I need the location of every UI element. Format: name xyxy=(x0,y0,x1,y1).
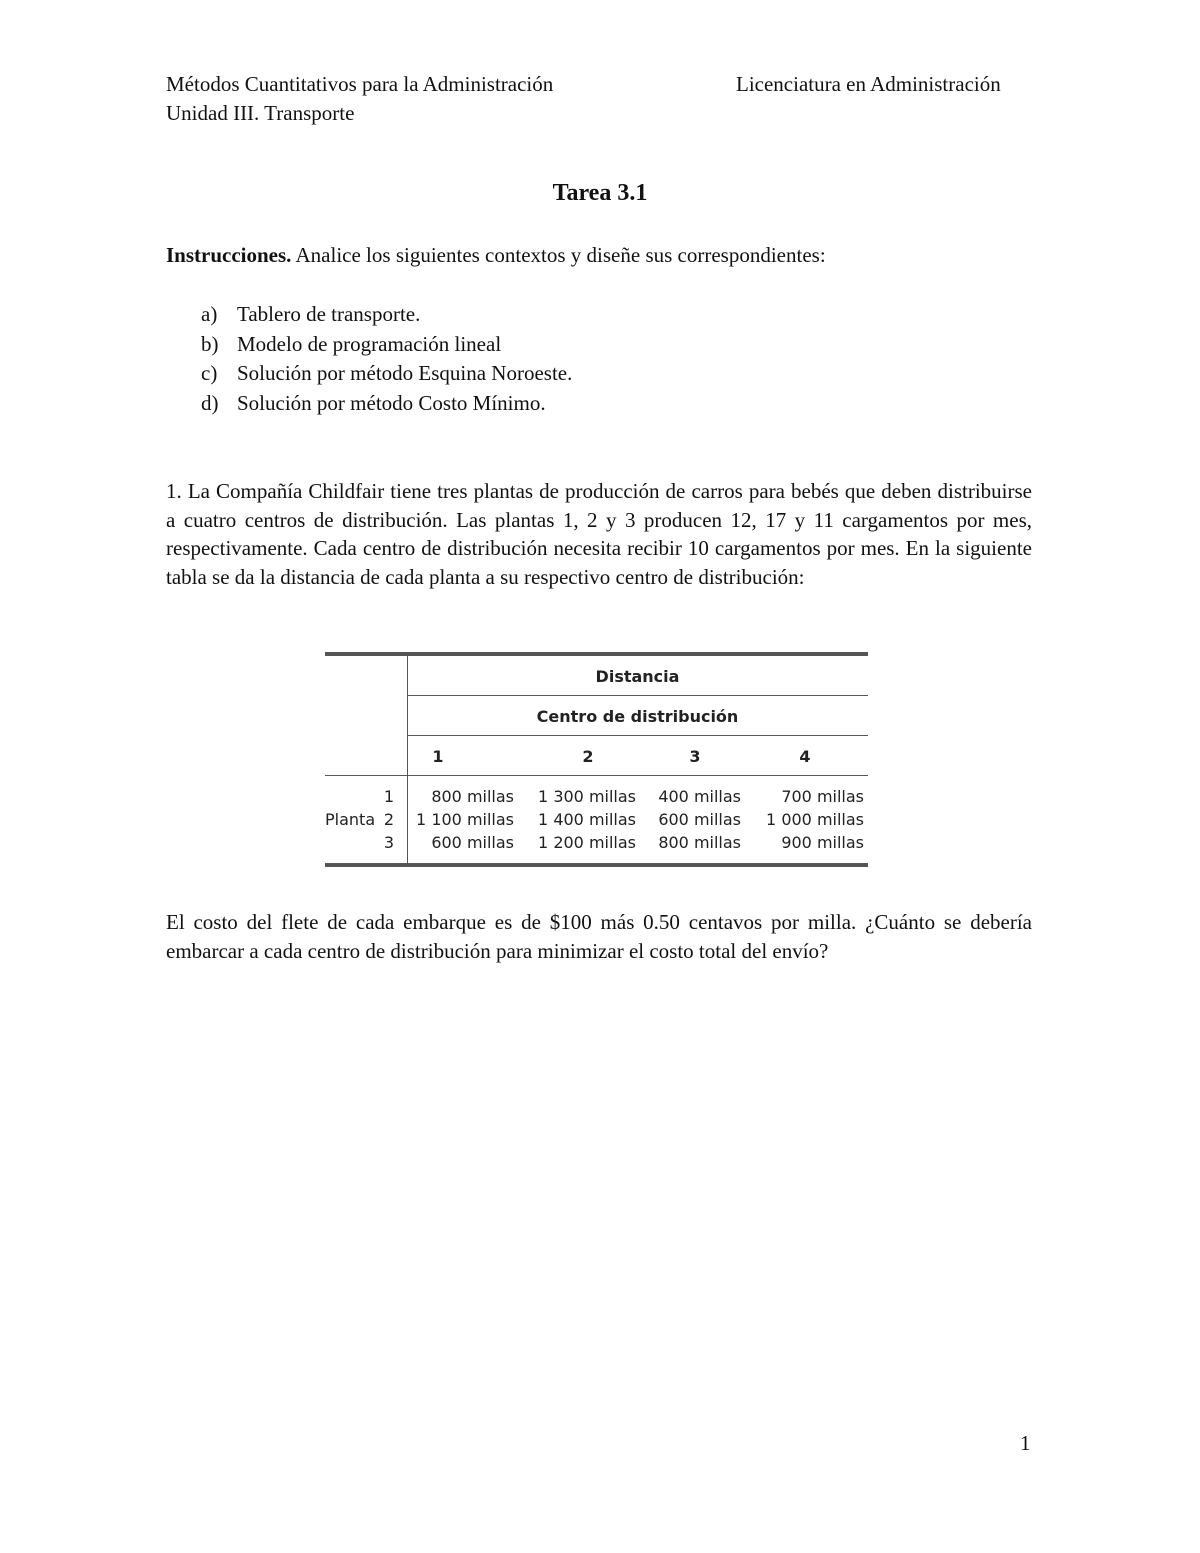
table-rule xyxy=(407,735,868,736)
list-item-text: Tablero de transporte. xyxy=(237,302,421,326)
list-item-text: Solución por método Esquina Noroeste. xyxy=(237,361,573,385)
list-item xyxy=(166,389,572,419)
row-group-label: Planta xyxy=(325,810,376,829)
header-course: Métodos Cuantitativos para la Administración xyxy=(166,72,554,96)
instructions-text: Analice los siguientes contextos y diseñe sus correspondientes: xyxy=(291,243,826,267)
distance-table xyxy=(325,652,868,868)
table-cell: 1 400 millas xyxy=(538,810,636,829)
table-bottom-rule xyxy=(325,863,868,867)
table-cell: 900 millas xyxy=(781,833,864,852)
table-cell: 800 millas xyxy=(658,833,741,852)
row-label: 3 xyxy=(383,833,394,852)
list-item-label: a) xyxy=(201,302,218,326)
task-list xyxy=(166,300,572,418)
table-cell: 400 millas xyxy=(658,787,741,806)
table-cell: 1 300 millas xyxy=(538,787,636,806)
header-program: Licenciatura en Administración xyxy=(736,72,1001,96)
table-cell: 1 000 millas xyxy=(766,810,864,829)
list-item-text: Solución por método Costo Mínimo. xyxy=(237,390,546,415)
column-header: 1 xyxy=(432,747,444,766)
table-rule xyxy=(325,775,868,776)
header-unit: Unidad III. Transporte xyxy=(166,101,355,125)
table-cell: 1 200 millas xyxy=(538,833,636,852)
page-number: 1 xyxy=(1020,1431,1031,1455)
table-title: Distancia xyxy=(595,667,680,686)
list-item-label: d) xyxy=(201,390,219,415)
table-rule xyxy=(407,695,868,696)
list-item xyxy=(166,359,572,389)
list-item-label: b) xyxy=(201,331,219,356)
instructions-label: Instrucciones. xyxy=(166,243,292,267)
page-title: Tarea 3.1 xyxy=(552,180,648,206)
list-item xyxy=(166,330,572,360)
problem-paragraph: 1. La Compañía Childfair tiene tres plantas de producción de carros para bebés que deben distribuirse a cuatro centros de distribución. Las plantas 1, 2 y 3 producen 12, 17 y 11 cargamentos por mes, respectivamente. Cada centro de distribución necesita recibir 10 cargamentos por mes. En la siguiente tabla se da la distancia de cada planta a su respectivo centro de distribución: xyxy=(166,479,1032,589)
closing-paragraph: El costo del flete de cada embarque es de $100 más 0.50 centavos por milla. ¿Cuánto se debería embarcar a cada centro de distribución para minimizar el costo total del envío? xyxy=(166,910,1032,963)
table-cell: 1 100 millas xyxy=(416,810,514,829)
table-cell: 800 millas xyxy=(431,787,514,806)
table-subtitle: Centro de distribución xyxy=(536,707,739,726)
row-label: 1 xyxy=(383,787,394,806)
list-item-label: c) xyxy=(201,361,218,385)
table-cell: 700 millas xyxy=(781,787,864,806)
row-label: 2 xyxy=(383,810,394,829)
instructions xyxy=(166,243,826,268)
column-header: 3 xyxy=(689,747,701,766)
table-cell: 600 millas xyxy=(431,833,514,852)
list-item xyxy=(166,300,572,330)
column-header: 4 xyxy=(799,747,811,766)
list-item-text: Modelo de programación lineal xyxy=(237,331,502,356)
table-cell: 600 millas xyxy=(658,810,741,829)
column-header: 2 xyxy=(582,747,594,766)
